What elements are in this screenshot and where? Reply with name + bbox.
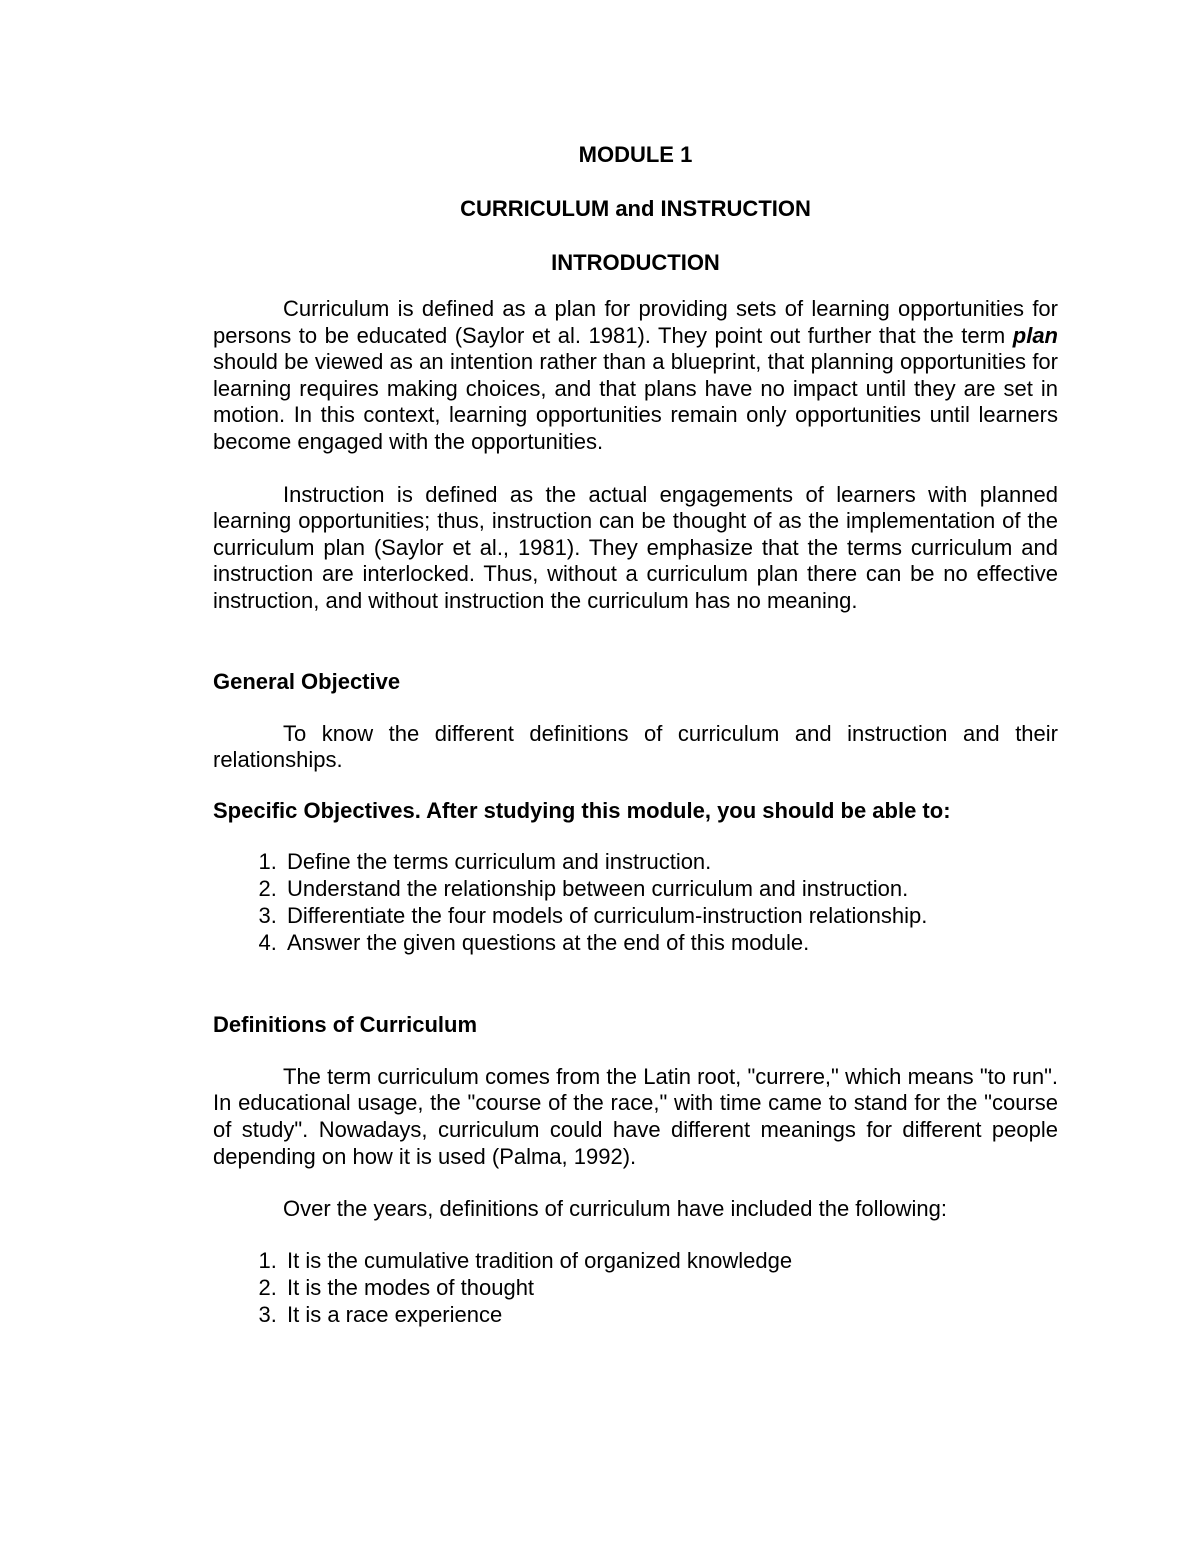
- intro-p1-part2: should be viewed as an intention rather than a blueprint, that planning opportunities for learning requires making choices, and that plans have no impact until they are set in motion. In this context, learning opportunities remain only opportunities until learners become engaged with the opportunities.: [213, 349, 1058, 454]
- intro-p1-part1: Curriculum is defined as a plan for providing sets of learning opportunities for persons to be educated (Saylor et al. 1981). They point out further that the term: [213, 296, 1058, 348]
- intro-paragraph-2: Instruction is defined as the actual engagements of learners with planned learning opportunities; thus, instruction can be thought of as the implementation of the curriculum plan (Saylor et al., 1981). They emphasize that the terms curriculum and instruction are interlocked. Thus, without a curriculum plan there can be no effective instruction, and without instruction the curriculum has no meaning.: [213, 481, 1058, 613]
- general-objective-heading: General Objective: [213, 668, 401, 694]
- specific-objectives-heading: Specific Objectives. After studying this module, you should be able to:: [213, 797, 951, 823]
- introduction-heading: INTRODUCTION: [551, 250, 720, 275]
- definitions-list: [213, 1247, 1058, 1328]
- general-objective-text: To know the different definitions of curriculum and instruction and their relationships.: [213, 720, 1058, 773]
- list-item: 3. It is a race experience: [283, 1301, 1058, 1328]
- definitions-paragraph-1: The term curriculum comes from the Latin root, "currere," which means "to run". In educational usage, the "course of the race," with time came to stand for the "course of study". Nowadays, curriculum could have different meanings for different people depending on how it is used (Palma, 1992).: [213, 1063, 1058, 1169]
- intro-p1-emphasis: plan: [1012, 322, 1058, 348]
- module-title: CURRICULUM and INSTRUCTION: [460, 196, 811, 221]
- list-item: 1. Define the terms curriculum and instruction.: [283, 848, 1058, 875]
- list-item: 3. Differentiate the four models of curriculum-instruction relationship.: [283, 902, 1058, 929]
- list-item: 4. Answer the given questions at the end of this module.: [283, 929, 1058, 956]
- specific-objectives-list: [213, 848, 1058, 956]
- list-item: 1. It is the cumulative tradition of organized knowledge: [283, 1247, 1058, 1274]
- definitions-heading: Definitions of Curriculum: [213, 1011, 477, 1037]
- list-item: 2. It is the modes of thought: [283, 1274, 1058, 1301]
- document-page: [213, 140, 1058, 1328]
- intro-paragraph-1: [213, 296, 1058, 456]
- module-number: MODULE 1: [578, 142, 693, 167]
- definitions-paragraph-2: Over the years, definitions of curriculum have included the following:: [283, 1196, 948, 1222]
- list-item: 2. Understand the relationship between curriculum and instruction.: [283, 875, 1058, 902]
